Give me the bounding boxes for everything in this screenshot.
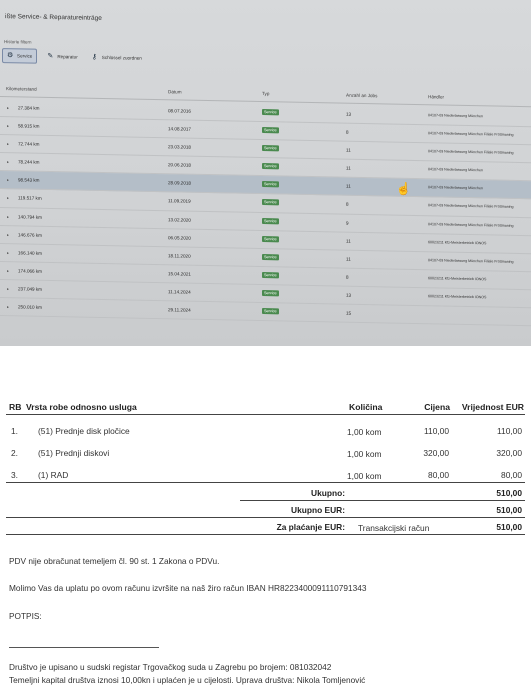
item-2-value: 320,00 <box>496 448 522 458</box>
row-type-badge: Service <box>264 146 277 151</box>
item-2-qty: 1,00 kom <box>347 449 382 459</box>
expand-arrow-icon[interactable]: ▸ <box>7 286 10 292</box>
row-date: 18.11.2020 <box>168 252 191 259</box>
filter-label: Historie filtern <box>4 39 32 45</box>
row-type-badge: Service <box>264 164 277 169</box>
header-value: Vrijednost EUR <box>461 402 524 412</box>
footer-registry: Društvo je upisano u sudski registar Trgovačkog suda u Zagrebu po brojem: 081032042 <box>9 662 332 672</box>
row-count: 11 <box>346 238 351 244</box>
row-date: 11.14.2024 <box>168 289 191 295</box>
row-type-badge: Service <box>264 182 277 187</box>
expand-arrow-icon[interactable]: ▸ <box>7 304 10 310</box>
row-km: 174.066 km <box>18 268 43 274</box>
item-3-rb: 3. <box>11 470 18 480</box>
row-date: 28.09.2018 <box>168 180 191 187</box>
col-type[interactable]: Typ <box>262 91 270 97</box>
total-value: 510,00 <box>496 488 522 498</box>
row-date: 20.06.2018 <box>168 162 191 168</box>
row-km: 119.517 km <box>18 195 42 202</box>
row-km: 166.140 km <box>18 250 43 256</box>
row-km: 58.915 km <box>18 123 40 129</box>
row-dealer: 04107-09 Niederlassung München Filiale Fröttmaning <box>428 131 514 137</box>
total-eur-value: 510,00 <box>496 505 522 515</box>
col-count[interactable]: Anzahl an Jobs <box>346 92 378 99</box>
total-label: Ukupno: <box>311 488 345 498</box>
row-count: 11 <box>346 256 351 262</box>
item-1-rb: 1. <box>11 426 18 436</box>
screen-title: ißte Service- & Reparatureinträge <box>5 13 102 22</box>
tab-reparatur[interactable] <box>43 50 81 64</box>
payable-label: Za plaćanje EUR: <box>276 522 345 532</box>
row-km: 27.384 km <box>18 105 40 111</box>
row-type-badge: Service <box>264 254 277 260</box>
signature-line <box>9 647 159 648</box>
payment-note: Molimo Vas da uplatu po ovom računu izvršite na naš žiro račun IBAN HR8223400091110791343 <box>9 583 367 593</box>
header-item: Vrsta robe odnosno usluga <box>26 402 137 412</box>
item-2-rb: 2. <box>11 448 18 458</box>
expand-arrow-icon[interactable]: ▸ <box>7 159 10 165</box>
row-type-badge: Service <box>264 110 277 115</box>
tab-service-label: Service <box>17 53 33 59</box>
row-type-badge: Service <box>264 291 277 296</box>
row-km: 72.744 km <box>18 141 40 147</box>
total-eur-label: Ukupno EUR: <box>291 505 345 515</box>
wrench-icon: ✎ <box>47 52 54 61</box>
items-divider <box>6 482 525 483</box>
row-count: 8 <box>346 129 349 135</box>
invoice <box>0 346 531 690</box>
tab-bar <box>2 48 146 66</box>
row-type-badge: Service <box>264 309 277 314</box>
item-2-price: 320,00 <box>423 448 449 458</box>
row-type-badge: Service <box>264 272 277 278</box>
row-dealer: 04107-09 Niederlassung München Filiale Fröttmaning <box>428 221 514 228</box>
row-dealer: 04107-09 Niederlassung München <box>428 167 483 173</box>
col-dealer[interactable]: Händler <box>428 94 445 100</box>
row-km: 140.794 km <box>18 213 43 220</box>
gear-icon: ⚙ <box>7 52 14 60</box>
row-date: 15.04.2021 <box>168 271 191 277</box>
row-dealer: 60023211 Kfz-Meisterbetrieb IONOS <box>428 276 487 282</box>
row-dealer: 60023211 Kfz-Meisterbetrieb IONOS <box>428 294 487 300</box>
col-date[interactable]: Datum <box>168 89 182 95</box>
row-type-badge: Service <box>264 128 277 133</box>
row-count: 8 <box>346 274 349 280</box>
row-type-badge: Service <box>264 236 277 241</box>
row-dealer: 04107-09 Niederlassung München Filiale Fröttmaning <box>428 257 514 264</box>
row-dealer: 04107-09 Niederlassung München <box>428 113 483 119</box>
item-3-name: (1) RAD <box>38 470 69 480</box>
row-type-badge: Service <box>264 200 277 205</box>
row-dealer: 04107-09 Niederlassung München Filiale Fröttmaning <box>428 203 514 210</box>
row-km: 237.049 km <box>18 286 43 292</box>
row-dealer: 04107-09 Niederlassung München Filiale Fröttmaning <box>428 149 514 156</box>
row-date: 13.02.2020 <box>168 216 191 223</box>
row-count: 8 <box>346 202 349 208</box>
row-type-badge: Service <box>264 218 277 223</box>
item-1-value: 110,00 <box>497 426 522 436</box>
tab-service[interactable] <box>2 48 37 64</box>
expand-arrow-icon[interactable]: ▸ <box>7 267 10 274</box>
footer-capital: Temeljni kapital društva iznosi 10,00kn i uplaćen je u cijelosti. Uprava društva: Nikola Tomljenović <box>9 675 366 685</box>
total-eur-divider <box>6 517 525 518</box>
hand-cursor-icon: ☝ <box>396 181 411 196</box>
payable-value: 510,00 <box>496 522 522 532</box>
col-km[interactable]: Kilometerstand <box>6 86 37 92</box>
header-price: Cijena <box>424 402 450 412</box>
row-km: 250.010 km <box>18 304 43 310</box>
item-1-name: (51) Prednje disk pločice <box>38 426 130 436</box>
row-count: 11 <box>346 147 351 153</box>
expand-arrow-icon[interactable]: ▸ <box>7 105 10 111</box>
header-divider <box>6 414 525 415</box>
row-count: 9 <box>346 220 349 226</box>
item-3-qty: 1,00 kom <box>347 471 382 481</box>
tab-reparatur-label: Reparatur <box>57 54 78 60</box>
item-2-name: (51) Prednji diskovi <box>38 448 110 458</box>
tab-schluessel[interactable] <box>88 51 146 65</box>
expand-arrow-icon[interactable]: ▸ <box>7 177 10 183</box>
expand-arrow-icon[interactable]: ▸ <box>7 231 10 237</box>
row-count: 15 <box>346 310 352 316</box>
header-rb: RB <box>9 402 22 412</box>
total-divider <box>240 500 525 501</box>
item-1-qty: 1,00 kom <box>347 427 382 437</box>
payment-method: Transakcijski račun <box>358 523 430 533</box>
expand-arrow-icon[interactable]: ▸ <box>7 141 10 147</box>
row-date: 14.08.2017 <box>168 126 191 132</box>
row-date: 23.03.2018 <box>168 144 191 150</box>
row-dealer: 60023211 Kfz-Meisterbetrieb IONOS <box>428 239 487 245</box>
item-3-value: 80,00 <box>501 470 522 480</box>
row-count: 11 <box>346 184 351 190</box>
tab-schluessel-label: Schlüssel zuordnen <box>101 54 142 61</box>
row-date: 11.09.2019 <box>168 198 191 205</box>
item-3-price: 80,00 <box>428 470 449 480</box>
row-km: 78.244 km <box>18 159 40 166</box>
row-date: 29.11.2024 <box>168 307 191 313</box>
row-count: 13 <box>346 292 352 298</box>
row-count: 11 <box>346 165 351 172</box>
row-km: 146.676 km <box>18 232 43 238</box>
signature-label: POTPIS: <box>9 611 42 621</box>
row-date: 08.07.2016 <box>168 108 191 114</box>
row-date: 06.05.2020 <box>168 234 191 241</box>
row-km: 98.543 km <box>18 177 40 184</box>
expand-arrow-icon[interactable]: ▸ <box>7 123 10 129</box>
payable-divider <box>6 534 525 535</box>
header-qty: Količina <box>349 402 383 412</box>
expand-arrow-icon[interactable]: ▸ <box>7 249 10 255</box>
row-dealer: 04107-09 Niederlassung München <box>428 185 483 191</box>
pdv-note: PDV nije obračunat temeljem čl. 90 st. 1 Zakona o PDVu. <box>9 556 220 566</box>
key-icon: ⚷ <box>91 53 97 61</box>
expand-arrow-icon[interactable]: ▸ <box>7 195 10 201</box>
row-count: 13 <box>346 111 352 117</box>
expand-arrow-icon[interactable]: ▸ <box>7 213 10 219</box>
service-rows <box>0 99 531 326</box>
item-1-price: 110,00 <box>424 426 449 436</box>
